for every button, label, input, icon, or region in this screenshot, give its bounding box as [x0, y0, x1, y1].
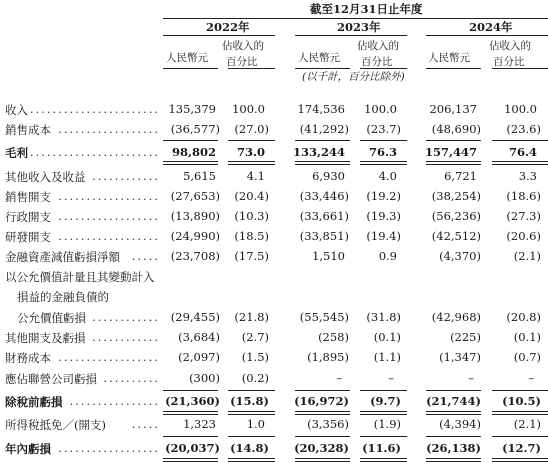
cell-value: (23.7) [366, 122, 401, 136]
leader-dots: ....................... [29, 145, 160, 159]
cell-value: 0.9 [378, 249, 397, 263]
cell-value: (2.1) [513, 417, 541, 431]
cell-value: 5,615 [183, 169, 216, 183]
cell-value: (19.4) [366, 229, 401, 243]
col-pct-header: 百分比 [493, 56, 525, 68]
cell-value: (21,744) [426, 394, 481, 408]
subtotal-rule [426, 140, 481, 141]
cell-value: (1.5) [241, 350, 269, 364]
cell-value: 73.0 [236, 145, 265, 159]
cell-value: (13,890) [170, 209, 220, 223]
cell-value: (0.1) [513, 330, 541, 344]
subtotal-rule [295, 140, 350, 141]
row-label: 所得稅抵免／(開支) [5, 418, 106, 432]
year-2024: 2024年 [469, 20, 513, 34]
col-pct-header: 佔收入的 [357, 40, 399, 52]
cell-value: 6,930 [312, 169, 345, 183]
unit-note: (以千計，百分比除外) [302, 71, 405, 83]
year-rule-2022 [163, 35, 275, 36]
subtotal-rule [228, 390, 275, 391]
col-header-rule [360, 68, 407, 69]
cell-value: – [468, 371, 474, 385]
cell-value: (20,037) [165, 441, 220, 455]
col-pct-header: 百分比 [361, 56, 393, 68]
leader-dots: .................. [58, 441, 160, 455]
cell-value: (0.2) [241, 371, 269, 385]
cell-value: (1,895) [307, 350, 349, 364]
row-label: 銷售成本 [5, 123, 51, 137]
cell-value: (14.8) [230, 441, 269, 455]
cell-value: (42,968) [431, 310, 481, 324]
pretax-double-rule [163, 411, 218, 415]
pretax-double-rule [295, 411, 350, 415]
pretax-double-rule [492, 411, 548, 415]
leader-dots: .................. [58, 189, 160, 203]
cell-value: (19.2) [366, 189, 401, 203]
cell-value: (1,347) [439, 350, 481, 364]
gross-profit-double-rule [360, 161, 407, 165]
cell-value: (31.8) [366, 310, 401, 324]
gross-profit-double-rule [492, 161, 548, 165]
total-double-rule [295, 458, 350, 462]
cell-value: (38,254) [431, 189, 481, 203]
col-header-rule [492, 68, 548, 69]
cell-value: 100.0 [232, 102, 265, 116]
cell-value: (10.5) [502, 394, 541, 408]
col-header-rule [163, 68, 218, 69]
leader-dots: ....................... [29, 102, 160, 116]
gross-profit-double-rule [228, 161, 275, 165]
cell-value: (21.8) [234, 310, 269, 324]
leader-dots: .................. [58, 122, 160, 136]
row-label: 以公允價值計量且其變動計入 [5, 270, 155, 284]
cell-value: (9.7) [370, 394, 401, 408]
cell-value: (20.8) [506, 310, 541, 324]
subtotal-rule [492, 390, 548, 391]
subtotal-rule [163, 140, 218, 141]
cell-value: (1.1) [373, 350, 401, 364]
cell-value: (300) [189, 371, 220, 385]
col-rmb-header: 人民幣元 [166, 52, 208, 64]
cell-value: (33,851) [299, 229, 349, 243]
cell-value: (27.0) [234, 122, 269, 136]
cell-value: 4.0 [378, 169, 397, 183]
col-rmb-header: 人民幣元 [298, 52, 340, 64]
leader-dots: ............ [92, 169, 160, 183]
cell-value: (0.7) [513, 350, 541, 364]
gross-profit-double-rule [163, 161, 218, 165]
cell-value: (16,972) [294, 394, 349, 408]
subtotal-rule [426, 436, 481, 437]
cell-value: 6,721 [444, 169, 477, 183]
cell-value: (3,356) [307, 417, 349, 431]
leader-dots: ..... [131, 417, 160, 431]
cell-value: 3.3 [518, 169, 537, 183]
year-2022: 2022年 [206, 20, 250, 34]
row-label: 行政開支 [5, 210, 51, 224]
cell-value: (48,690) [431, 122, 481, 136]
cell-value: (29,455) [170, 310, 220, 324]
cell-value: (24,990) [170, 229, 220, 243]
cell-value: 135,379 [168, 102, 216, 116]
row-label: 金融資產減值虧損淨額 [5, 250, 120, 264]
year-rule-2024 [426, 35, 548, 36]
row-label: 除稅前虧損 [5, 395, 63, 409]
cell-value: 100.0 [364, 102, 397, 116]
cell-value: – [388, 371, 394, 385]
cell-value: (33,446) [299, 189, 349, 203]
subtotal-rule [295, 390, 350, 391]
cell-value: (2.7) [241, 330, 269, 344]
cell-value: (26,138) [426, 441, 481, 455]
cell-value: 100.0 [504, 102, 537, 116]
col-header-rule [426, 68, 481, 69]
cell-value: 206,137 [429, 102, 477, 116]
total-double-rule [426, 458, 481, 462]
cell-value: 1,510 [312, 249, 345, 263]
subtotal-rule [228, 140, 275, 141]
cell-value: (12.7) [502, 441, 541, 455]
leader-dots: ..... [131, 249, 160, 263]
cell-value: (23.6) [506, 122, 541, 136]
cell-value: 98,802 [171, 145, 216, 159]
pretax-double-rule [426, 411, 481, 415]
cell-value: (225) [450, 330, 481, 344]
leader-dots: ............ [92, 330, 160, 344]
cell-value: (20.6) [506, 229, 541, 243]
row-label: 收入 [5, 103, 28, 117]
cell-value: (3,684) [178, 330, 220, 344]
total-double-rule [228, 458, 275, 462]
row-label: 其他收入及收益 [5, 170, 86, 184]
subtotal-rule [163, 436, 218, 437]
pretax-double-rule [360, 411, 407, 415]
subtotal-rule [492, 436, 548, 437]
subtotal-rule [492, 140, 548, 141]
cell-value: (55,545) [299, 310, 349, 324]
cell-value: 133,244 [292, 145, 345, 159]
cell-value: (11.6) [362, 441, 401, 455]
total-double-rule [163, 458, 218, 462]
row-label: 銷售開支 [5, 190, 51, 204]
leader-dots: .......... [103, 371, 160, 385]
year-rule-2023 [295, 35, 407, 36]
cell-value: (2,097) [178, 350, 220, 364]
subtotal-rule [426, 390, 481, 391]
cell-value: (20,328) [294, 441, 349, 455]
row-label: 研發開支 [5, 230, 51, 244]
col-header-rule [295, 68, 350, 69]
cell-value: (23,708) [170, 249, 220, 263]
cell-value: (2.1) [513, 249, 541, 263]
cell-value: – [336, 371, 342, 385]
row-label: 公允價值虧損 [17, 311, 86, 325]
cell-value: (41,292) [299, 122, 349, 136]
cell-value: (18.6) [506, 189, 541, 203]
col-pct-header: 百分比 [226, 56, 258, 68]
cell-value: (27.3) [506, 209, 541, 223]
cell-value: (33,661) [299, 209, 349, 223]
cell-value: (36,577) [170, 122, 220, 136]
cell-value: (4,370) [439, 249, 481, 263]
cell-value: 76.4 [508, 145, 537, 159]
row-label: 其他開支及虧損 [5, 331, 86, 345]
subtotal-rule [360, 140, 407, 141]
gross-profit-double-rule [426, 161, 481, 165]
cell-value: (10.3) [234, 209, 269, 223]
subtotal-rule [228, 436, 275, 437]
col-pct-header: 佔收入的 [222, 40, 264, 52]
cell-value: (27,653) [170, 189, 220, 203]
period-heading: 截至12月31日止年度 [310, 2, 423, 16]
row-label: 毛利 [5, 146, 28, 160]
total-double-rule [492, 458, 548, 462]
row-label: 應佔聯營公司虧損 [5, 372, 97, 386]
cell-value: 157,447 [424, 145, 477, 159]
leader-dots: .................. [58, 229, 160, 243]
gross-profit-double-rule [295, 161, 350, 165]
cell-value: (21,360) [165, 394, 220, 408]
subtotal-rule [360, 436, 407, 437]
cell-value: 174,536 [297, 102, 345, 116]
pretax-double-rule [228, 411, 275, 415]
cell-value: 1,323 [183, 417, 216, 431]
subtotal-rule [295, 436, 350, 437]
cell-value: (1.9) [373, 417, 401, 431]
col-rmb-header: 人民幣元 [428, 52, 470, 64]
leader-dots: ............ [92, 310, 160, 324]
cell-value: – [528, 371, 534, 385]
leader-dots: ................ [69, 394, 160, 408]
cell-value: (42,512) [431, 229, 481, 243]
cell-value: (56,236) [431, 209, 481, 223]
row-label: 財務成本 [5, 351, 51, 365]
cell-value: (4,394) [439, 417, 481, 431]
cell-value: (17.5) [234, 249, 269, 263]
leader-dots: .................. [58, 350, 160, 364]
total-double-rule [360, 458, 407, 462]
cell-value: 1.0 [246, 417, 265, 431]
leader-dots: .................. [58, 209, 160, 223]
cell-value: 4.1 [246, 169, 265, 183]
year-2023: 2023年 [337, 20, 381, 34]
cell-value: (18.5) [234, 229, 269, 243]
subtotal-rule [163, 390, 218, 391]
cell-value: (15.8) [230, 394, 269, 408]
cell-value: 76.3 [368, 145, 397, 159]
col-pct-header: 佔收入的 [489, 40, 531, 52]
col-header-rule [228, 68, 275, 69]
cell-value: (19.3) [366, 209, 401, 223]
row-label: 年內虧損 [5, 442, 51, 456]
cell-value: (0.1) [373, 330, 401, 344]
row-label: 損益的金融負債的 [17, 290, 109, 304]
subtotal-rule [360, 390, 407, 391]
cell-value: (20.4) [234, 189, 269, 203]
cell-value: (258) [318, 330, 349, 344]
